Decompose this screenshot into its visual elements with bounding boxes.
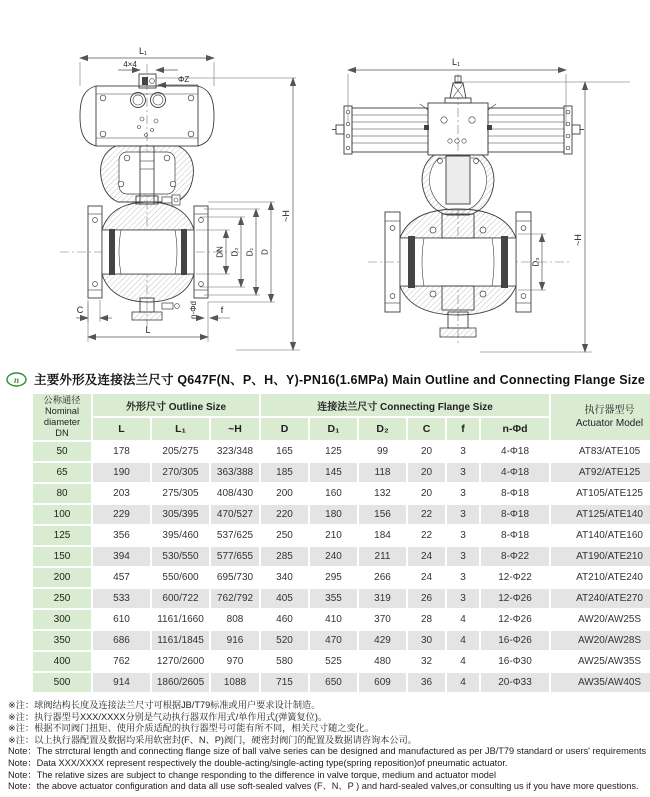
value-cell: 600/722: [152, 589, 209, 608]
value-cell: 285: [261, 547, 308, 566]
value-cell: 408/430: [211, 484, 259, 503]
note-line: ※注：根据不同阀门扭矩、使用介质适配的执行器型号可能有所不同，相关尺寸随之变化。: [8, 723, 375, 734]
value-cell: AT140/ATE160: [551, 526, 650, 545]
value-cell: AT92/ATE125: [551, 463, 650, 482]
header-D2: D₂: [359, 418, 406, 440]
value-cell: 220: [261, 505, 308, 524]
value-cell: 178: [93, 442, 150, 461]
value-cell: 610: [93, 610, 150, 629]
value-cell: 205/275: [152, 442, 209, 461]
value-cell: 229: [93, 505, 150, 524]
dn-cell: 400: [33, 652, 91, 671]
label-d3: D₃: [531, 257, 541, 267]
value-cell: 370: [359, 610, 406, 629]
value-cell: 808: [211, 610, 259, 629]
value-cell: 20: [408, 463, 445, 482]
value-cell: 22: [408, 526, 445, 545]
left-valve-drawing: [0, 0, 330, 366]
value-cell: 3: [447, 547, 479, 566]
value-cell: 305/395: [152, 505, 209, 524]
value-cell: 118: [359, 463, 406, 482]
dn-cell: 125: [33, 526, 91, 545]
value-cell: 530/550: [152, 547, 209, 566]
label-d1: D₁: [245, 247, 255, 257]
value-cell: 270/305: [152, 463, 209, 482]
value-cell: 405: [261, 589, 308, 608]
value-cell: 250: [261, 526, 308, 545]
header-L1: L₁: [152, 418, 209, 440]
value-cell: 20-Φ33: [481, 673, 549, 692]
value-cell: 323/348: [211, 442, 259, 461]
value-cell: 8-Φ22: [481, 547, 549, 566]
header-f: f: [447, 418, 479, 440]
value-cell: 457: [93, 568, 150, 587]
table-row: [33, 610, 650, 629]
value-cell: 8-Φ18: [481, 484, 549, 503]
note-line: Note：The relative sizes are subject to change responding to the difference in valve torque, medium and actuator model: [8, 769, 497, 780]
value-cell: 24: [408, 547, 445, 566]
value-cell: 3: [447, 568, 479, 587]
value-cell: 550/600: [152, 568, 209, 587]
label-nphid: n-Φd: [189, 301, 198, 319]
value-cell: 3: [447, 526, 479, 545]
value-cell: 650: [310, 673, 357, 692]
value-cell: 525: [310, 652, 357, 671]
value-cell: 480: [359, 652, 406, 671]
valve-drawings: [0, 0, 650, 366]
value-cell: 356: [93, 526, 150, 545]
value-cell: 16-Φ26: [481, 631, 549, 650]
value-cell: 180: [310, 505, 357, 524]
value-cell: 12-Φ26: [481, 589, 549, 608]
right-valve-drawing: [330, 0, 650, 366]
value-cell: 22: [408, 505, 445, 524]
value-cell: 8-Φ18: [481, 505, 549, 524]
value-cell: 355: [310, 589, 357, 608]
value-cell: 429: [359, 631, 406, 650]
table-row: [33, 547, 650, 566]
note-line: Note：The strrctural length and connecting flange size of ball valve series can be designed and manufactured as per JB/T79 standard or users' requirements: [8, 746, 647, 757]
value-cell: 132: [359, 484, 406, 503]
header-dn: 公称通径 Nominal diameter DN: [33, 394, 91, 440]
value-cell: 3: [447, 442, 479, 461]
note-line: ※注：执行器型号XXX/XXXX分别是气动执行器双作用式/单作用式(弹簧复位)。: [8, 711, 328, 722]
value-cell: 4: [447, 610, 479, 629]
value-cell: 28: [408, 610, 445, 629]
value-cell: 340: [261, 568, 308, 587]
value-cell: 914: [93, 673, 150, 692]
value-cell: 470: [310, 631, 357, 650]
page-title-en: Main Outline and Connecting Flange Size: [388, 373, 646, 387]
value-cell: 3: [447, 484, 479, 503]
value-cell: 12-Φ26: [481, 610, 549, 629]
value-cell: 1161/1660: [152, 610, 209, 629]
header-D: D: [261, 418, 308, 440]
value-cell: 4: [447, 652, 479, 671]
value-cell: AT83/ATE105: [551, 442, 650, 461]
header-flange-group: 连接法兰尺寸 Connecting Flange Size: [261, 394, 549, 416]
label-d2: D₂: [230, 247, 240, 257]
value-cell: 20: [408, 484, 445, 503]
value-cell: 200: [261, 484, 308, 503]
label-4x4: 4×4: [123, 60, 137, 69]
table-row: [33, 589, 650, 608]
value-cell: 295: [310, 568, 357, 587]
note-line: Note：Data XXX/XXXX represent respectively the double-acting/single-acting type(spring reposition)of pneumatic actuator.: [8, 757, 508, 768]
value-cell: 762: [93, 652, 150, 671]
note-line: ※注：球阀结构长度及连接法兰尺寸可根据JB/T79标准或用户要求设计制造。: [8, 700, 321, 710]
table-row: [33, 673, 650, 692]
value-cell: 695/730: [211, 568, 259, 587]
table-row: [33, 484, 650, 503]
value-cell: 460: [261, 610, 308, 629]
value-cell: 12-Φ22: [481, 568, 549, 587]
header-H: ~H: [211, 418, 259, 440]
value-cell: 686: [93, 631, 150, 650]
value-cell: 36: [408, 673, 445, 692]
svg-text:n: n: [13, 374, 20, 385]
table-row: [33, 463, 650, 482]
dimension-table: [31, 392, 650, 694]
dn-cell: 65: [33, 463, 91, 482]
header-C: C: [408, 418, 445, 440]
value-cell: 145: [310, 463, 357, 482]
value-cell: AW20/AW28S: [551, 631, 650, 650]
value-cell: AT105/ATE125: [551, 484, 650, 503]
label-h: ~H: [573, 234, 583, 246]
dn-cell: 500: [33, 673, 91, 692]
label-dn: DN: [215, 246, 225, 258]
value-cell: AW20/AW25S: [551, 610, 650, 629]
table-row: [33, 442, 650, 461]
value-cell: 1270/2600: [152, 652, 209, 671]
header-D1: D₁: [310, 418, 357, 440]
label-l1: L₁: [138, 46, 148, 56]
dn-cell: 200: [33, 568, 91, 587]
dn-cell: 100: [33, 505, 91, 524]
header-nPhid: n-Φd: [481, 418, 549, 440]
value-cell: 4: [447, 673, 479, 692]
label-c: C: [76, 305, 84, 315]
value-cell: 715: [261, 673, 308, 692]
value-cell: 266: [359, 568, 406, 587]
value-cell: AW25/AW35S: [551, 652, 650, 671]
value-cell: 8-Φ18: [481, 526, 549, 545]
value-cell: AT190/ATE210: [551, 547, 650, 566]
value-cell: 916: [211, 631, 259, 650]
value-cell: 1860/2605: [152, 673, 209, 692]
table-row: [33, 568, 650, 587]
value-cell: 99: [359, 442, 406, 461]
value-cell: 156: [359, 505, 406, 524]
dn-cell: 80: [33, 484, 91, 503]
value-cell: 4-Φ18: [481, 442, 549, 461]
value-cell: 32: [408, 652, 445, 671]
value-cell: 24: [408, 568, 445, 587]
notes-block: [8, 700, 650, 793]
value-cell: 240: [310, 547, 357, 566]
value-cell: 165: [261, 442, 308, 461]
table-row: [33, 505, 650, 524]
dn-cell: 250: [33, 589, 91, 608]
page-title: [34, 370, 645, 388]
value-cell: 410: [310, 610, 357, 629]
table-row: [33, 631, 650, 650]
value-cell: 1088: [211, 673, 259, 692]
value-cell: 4-Φ18: [481, 463, 549, 482]
value-cell: 970: [211, 652, 259, 671]
table-row: [33, 526, 650, 545]
value-cell: 185: [261, 463, 308, 482]
value-cell: AW35/AW40S: [551, 673, 650, 692]
note-line: Note：the above actuator configuration and data all use soft-sealed valves (F、N、P ) and hard-sealed valves,or consulting us if you have more questions.: [8, 781, 639, 792]
header-L: L: [93, 418, 150, 440]
label-d: D: [260, 249, 270, 255]
value-cell: 394: [93, 547, 150, 566]
header-outline-group: 外形尺寸 Outline Size: [93, 394, 259, 416]
value-cell: 30: [408, 631, 445, 650]
section-title-row: [0, 366, 650, 392]
page-title-zh: 主要外形及连接法兰尺寸 Q647F(N、P、H、Y)-PN16(1.6MPa): [34, 373, 389, 387]
dn-cell: 300: [33, 610, 91, 629]
value-cell: 160: [310, 484, 357, 503]
value-cell: 210: [310, 526, 357, 545]
value-cell: 20: [408, 442, 445, 461]
value-cell: 203: [93, 484, 150, 503]
value-cell: 762/792: [211, 589, 259, 608]
label-phiz: ΦZ: [178, 75, 190, 84]
value-cell: 609: [359, 673, 406, 692]
table-row: [33, 652, 650, 671]
value-cell: AT125/ATE140: [551, 505, 650, 524]
value-cell: 533: [93, 589, 150, 608]
value-cell: 184: [359, 526, 406, 545]
value-cell: 125: [310, 442, 357, 461]
label-f: f: [220, 305, 224, 315]
value-cell: 3: [447, 589, 479, 608]
value-cell: 16-Φ30: [481, 652, 549, 671]
value-cell: 363/388: [211, 463, 259, 482]
value-cell: 3: [447, 505, 479, 524]
label-l: L: [145, 325, 151, 335]
dn-cell: 150: [33, 547, 91, 566]
value-cell: AT210/ATE240: [551, 568, 650, 587]
label-l1: L₁: [451, 57, 461, 67]
value-cell: 190: [93, 463, 150, 482]
brand-logo-icon: [6, 372, 27, 387]
value-cell: 577/655: [211, 547, 259, 566]
value-cell: 537/625: [211, 526, 259, 545]
dn-cell: 350: [33, 631, 91, 650]
header-actuator: 执行器型号 Actuator Model: [551, 394, 650, 440]
value-cell: 211: [359, 547, 406, 566]
value-cell: 1161/1845: [152, 631, 209, 650]
value-cell: 580: [261, 652, 308, 671]
value-cell: 520: [261, 631, 308, 650]
value-cell: AT240/ATE270: [551, 589, 650, 608]
value-cell: 26: [408, 589, 445, 608]
value-cell: 470/527: [211, 505, 259, 524]
dn-cell: 50: [33, 442, 91, 461]
value-cell: 275/305: [152, 484, 209, 503]
value-cell: 3: [447, 463, 479, 482]
value-cell: 4: [447, 631, 479, 650]
table-body: [33, 442, 650, 692]
label-h: ~H: [281, 210, 291, 222]
value-cell: 395/460: [152, 526, 209, 545]
note-line: ※注：以上执行器配置及数据均采用软密封(F、N、P)阀门，硬密封阀门的配置及数据请咨询本公司。: [8, 734, 417, 745]
value-cell: 319: [359, 589, 406, 608]
